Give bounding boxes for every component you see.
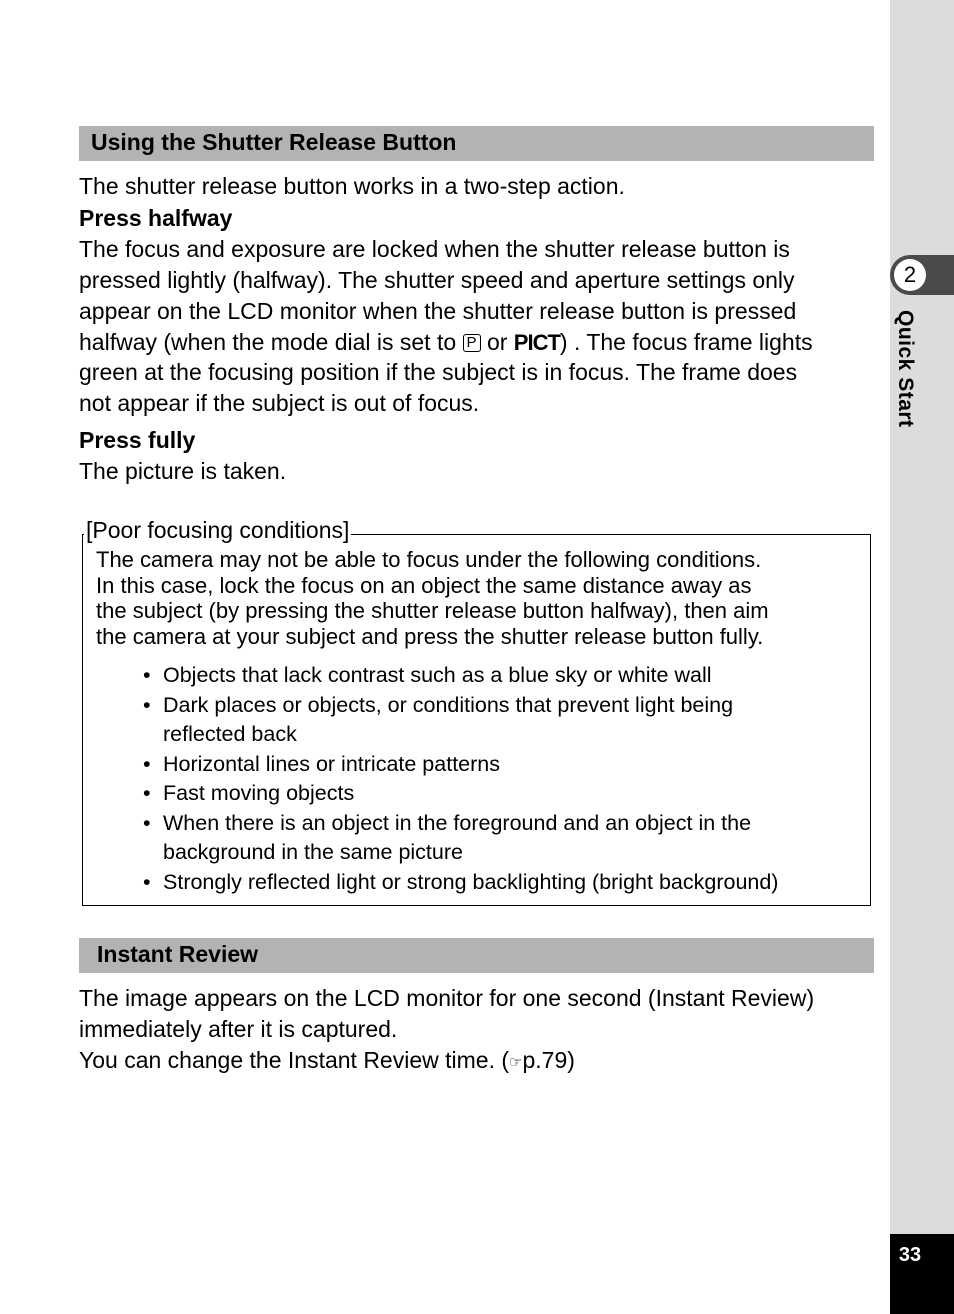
page-reference-icon: ☞: [509, 1054, 523, 1071]
press-fully-text: The picture is taken.: [79, 458, 287, 484]
section-heading-shutter: Using the Shutter Release Button: [79, 126, 874, 161]
intro-text: The shutter release button works in a two-step action.: [79, 173, 625, 199]
bullet-icon: •: [143, 781, 151, 805]
press-fully-label: Press fully: [79, 427, 196, 453]
poor-focus-line-3: the subject (by pressing the shutter release button halfway), then aim: [96, 598, 769, 623]
poor-focus-title: [Poor focusing conditions]: [86, 517, 350, 543]
halfway-line-1: The focus and exposure are locked when the shutter release button is: [79, 236, 790, 262]
poor-focus-line-1: The camera may not be able to focus under the following conditions.: [96, 547, 762, 572]
bullet-icon: •: [143, 693, 151, 717]
section-heading-instant-review: Instant Review: [79, 938, 874, 973]
poor-focus-line-4: the camera at your subject and press the shutter release button fully.: [96, 623, 764, 649]
poor-focus-intro: [96, 547, 769, 649]
page-number: 33: [898, 1244, 922, 1266]
picture-mode-icon: PICT: [513, 330, 560, 355]
chapter-label: Quick Start: [894, 310, 917, 428]
list-item-text: reflected back: [163, 722, 297, 746]
or-text: or: [486, 329, 508, 355]
press-halfway-label: Press halfway: [79, 205, 233, 231]
review-ref-suffix: p.79): [522, 1047, 575, 1073]
list-item-text: When there is an object in the foreground and an object in the: [163, 811, 752, 835]
halfway-line-2: pressed lightly (halfway). The shutter speed and aperture settings only: [79, 267, 795, 293]
halfway-line-5: green at the focusing position if the subject is in focus. The frame does: [79, 359, 798, 385]
list-item-text: Fast moving objects: [163, 781, 355, 805]
list-item-text: Horizontal lines or intricate patterns: [163, 752, 500, 776]
poor-focus-line-2: In this case, lock the focus on an object the same distance away as: [96, 572, 752, 598]
review-reference: [79, 1045, 575, 1078]
halfway-line-3: appear on the LCD monitor when the shutter release button is pressed: [79, 298, 797, 324]
review-line-2: immediately after it is captured.: [79, 1016, 398, 1042]
bullet-icon: •: [143, 663, 151, 687]
list-item-text: background in the same picture: [163, 840, 463, 864]
bullet-icon: •: [143, 811, 151, 835]
bullet-icon: •: [143, 752, 151, 776]
list-item-text: Dark places or objects, or conditions that prevent light being: [163, 693, 734, 717]
program-mode-icon: P: [463, 334, 481, 352]
halfway-line-4-suffix: ) . The focus frame lights: [559, 329, 813, 355]
halfway-line-4-prefix: halfway (when the mode dial is set to: [79, 329, 457, 355]
halfway-line-4: [79, 327, 813, 358]
review-ref-prefix: You can change the Instant Review time. (: [79, 1047, 510, 1073]
list-item-text: Objects that lack contrast such as a blue sky or white wall: [163, 663, 712, 687]
halfway-line-6: not appear if the subject is out of focus.: [79, 390, 480, 416]
chapter-number: 2: [894, 259, 926, 291]
chapter-sidebar: [890, 0, 954, 1314]
bullet-icon: •: [143, 870, 151, 894]
list-item-text: Strongly reflected light or strong backlighting (bright background): [163, 870, 779, 894]
review-line-1: The image appears on the LCD monitor for one second (Instant Review): [79, 985, 815, 1011]
